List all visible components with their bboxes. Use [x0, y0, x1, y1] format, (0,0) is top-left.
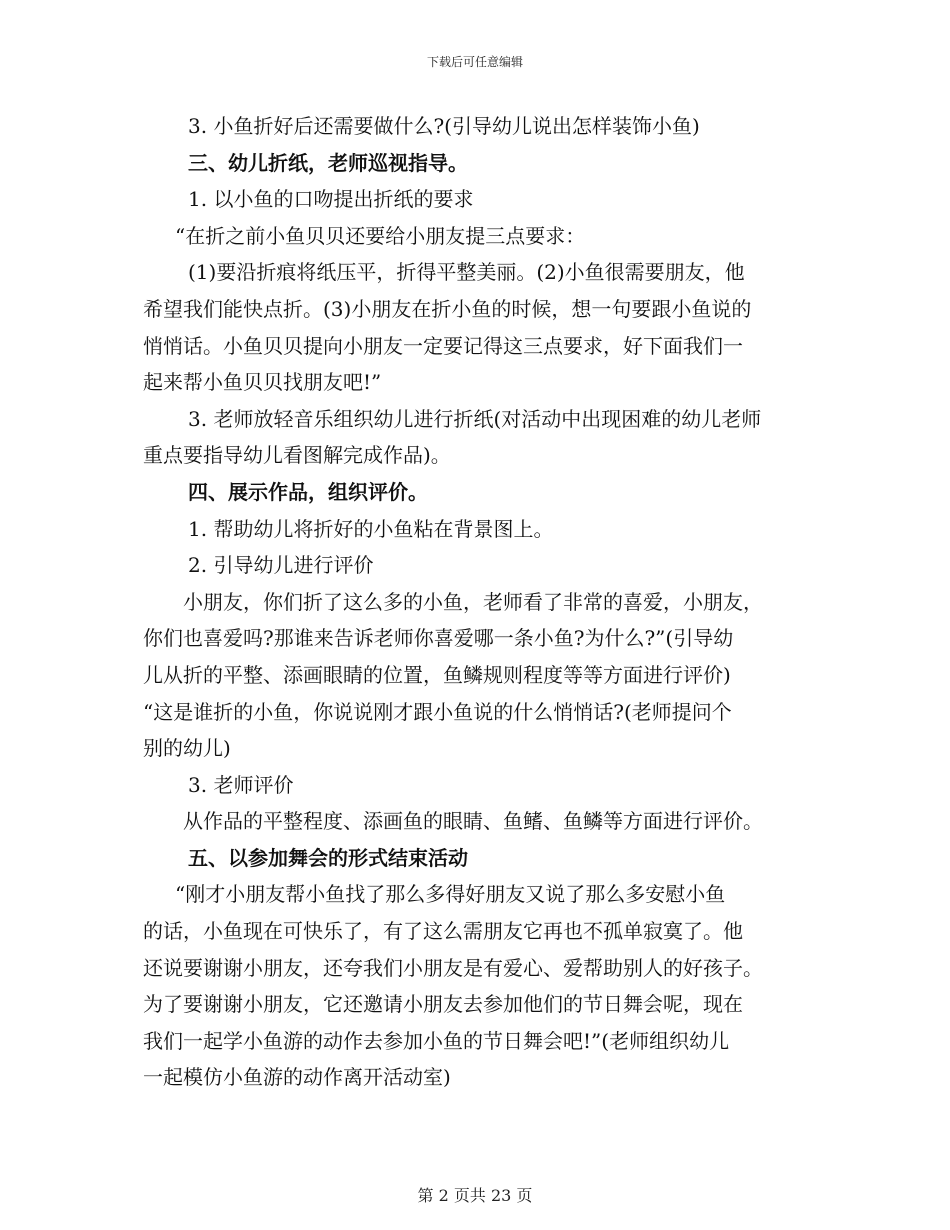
- text-line: 为了要谢谢小朋友，它还邀请小朋友去参加他们的节日舞会呢，现在: [143, 992, 743, 1017]
- text-line: 一起模仿小鱼游的动作离开活动室): [143, 1065, 451, 1090]
- text-line: 小朋友，你们折了这么多的小鱼，老师看了非常的喜爱，小朋友，: [183, 589, 763, 614]
- document-body: [143, 108, 813, 1096]
- section-heading: 三、幼儿折纸，老师巡视指导。: [188, 150, 468, 175]
- text-line: “在折之前小鱼贝贝还要给小朋友提三点要求：: [175, 223, 586, 248]
- text-line: 的话，小鱼现在可快乐了，有了这么需朋友它再也不孤单寂寞了。他: [143, 919, 743, 944]
- text-line: 1. 帮助幼儿将折好的小鱼粘在背景图上。: [188, 516, 554, 541]
- section-heading: 五、以参加舞会的形式结束活动: [188, 845, 468, 870]
- text-line: 起来帮小鱼贝贝找朋友吧!”: [143, 370, 382, 395]
- text-line: 我们一起学小鱼游的动作去参加小鱼的节日舞会吧!”(老师组织幼儿: [143, 1028, 730, 1053]
- text-line: “这是谁折的小鱼，你说说刚才跟小鱼说的什么悄悄话?(老师提问个: [143, 699, 732, 724]
- text-line: 别的幼儿): [143, 736, 231, 761]
- text-line: 儿从折的平整、添画眼睛的位置，鱼鳞规则程度等等方面进行评价): [143, 662, 731, 687]
- page-header: 下载后可任意编辑: [426, 55, 523, 69]
- page-footer: 第 2 页共 23 页: [417, 1186, 533, 1205]
- text-line: 1. 以小鱼的口吻提出折纸的要求: [188, 187, 474, 212]
- text-line: 从作品的平整程度、添画鱼的眼睛、鱼鳍、鱼鳞等方面进行评价。: [183, 809, 763, 834]
- text-line: 悄悄话。小鱼贝贝提向小朋友一定要记得这三点要求，好下面我们一: [143, 333, 743, 358]
- text-line: 3. 老师评价: [188, 772, 294, 797]
- text-line: (1)要沿折痕将纸压平，折得平整美丽。(2)小鱼很需要朋友，他: [188, 260, 745, 285]
- text-line: 你们也喜爱吗?那谁来告诉老师你喜爱哪一条小鱼?为什么?”(引导幼: [143, 626, 734, 651]
- text-line: “刚才小朋友帮小鱼找了那么多得好朋友又说了那么多安慰小鱼: [175, 882, 726, 907]
- text-line: 希望我们能快点折。(3)小朋友在折小鱼的时候，想一句要跟小鱼说的: [143, 296, 752, 321]
- text-line: 重点要指导幼儿看图解完成作品)。: [143, 443, 451, 468]
- text-line: 3. 小鱼折好后还需要做什么?(引导幼儿说出怎样装饰小鱼): [188, 114, 700, 138]
- text-line: 还说要谢谢小朋友，还夸我们小朋友是有爱心、爱帮助别人的好孩子。: [143, 955, 763, 980]
- section-heading: 四、展示作品，组织评价。: [188, 479, 428, 504]
- text-line: 2. 引导幼儿进行评价: [188, 553, 374, 578]
- text-line: 3. 老师放轻音乐组织幼儿进行折纸(对活动中出现困难的幼儿老师: [188, 406, 762, 431]
